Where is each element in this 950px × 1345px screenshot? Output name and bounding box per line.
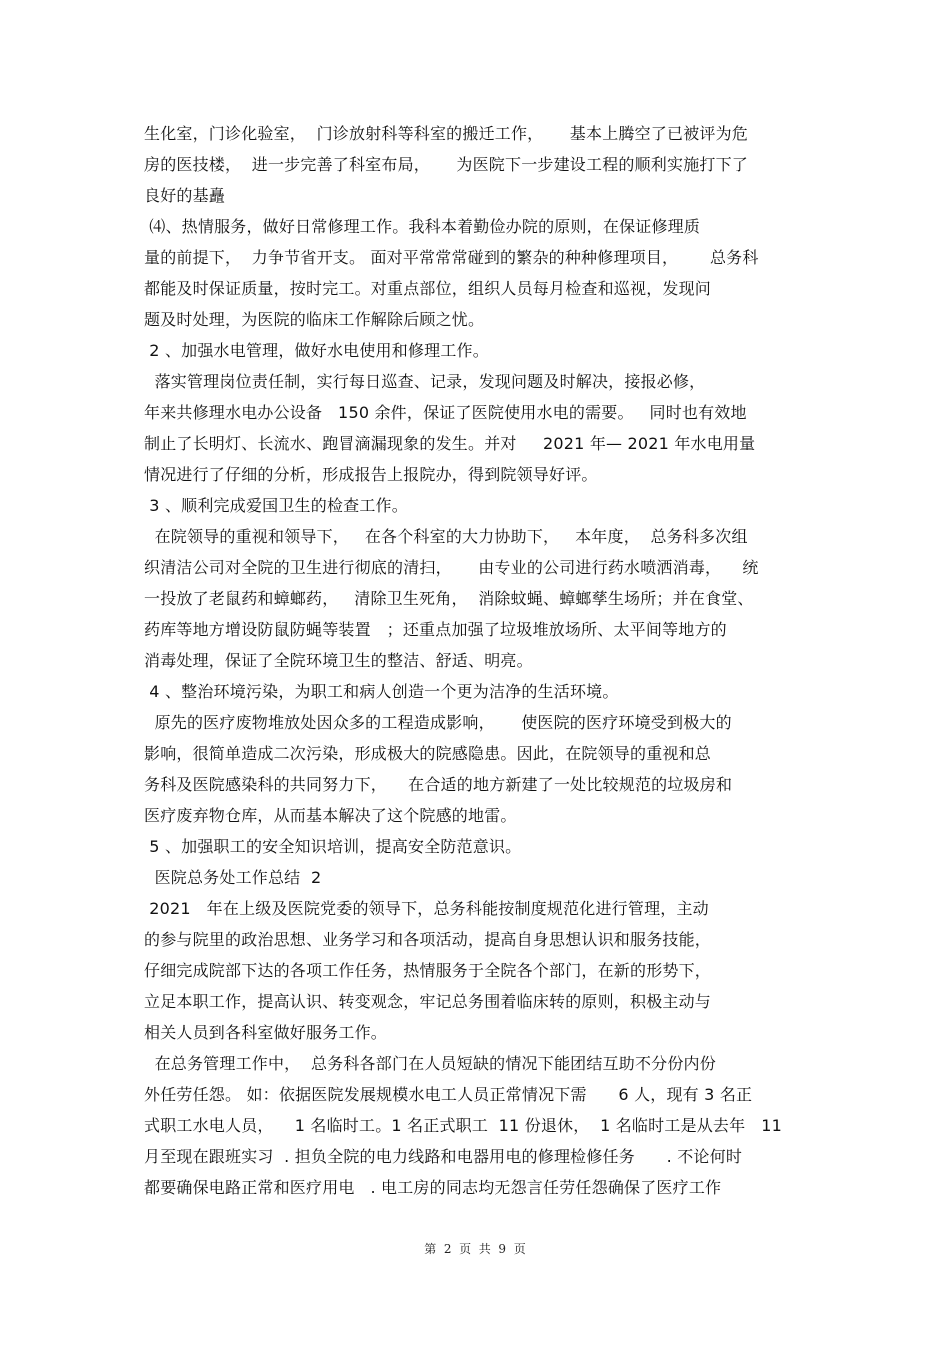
- section-heading: 4 、整治环境污染，为职工和病人创造一个更为洁净的生活环境。: [144, 682, 619, 701]
- text-line: 2021 年在上级及医院党委的领导下，总务科能按制度规范化进行管理，主动: [144, 899, 709, 918]
- text-line: 生化室，门诊化验室， 门诊放射科等科室的搬迁工作， 基本上腾空了已被评为危: [144, 124, 749, 143]
- text-line: 都能及时保证质量，按时完工。对重点部位，组织人员每月检查和巡视，发现问: [144, 279, 712, 298]
- page-footer: 第 2 页 共 9 页: [424, 1242, 526, 1256]
- text-line: 消毒处理，保证了全院环境卫生的整洁、舒适、明亮。: [144, 651, 533, 670]
- text-line: 都要确保电路正常和医疗用电 . 电工房的同志均无怨言任劳任怨确保了医疗工作: [144, 1178, 722, 1197]
- text-line: ⑷、热情服务，做好日常修理工作。我科本着勤俭办院的原则，在保证修理质: [144, 217, 701, 236]
- text-line: 仔细完成院部下达的各项工作任务，热情服务于全院各个部门，在新的形势下，: [144, 961, 712, 980]
- section-heading: 3 、顺利完成爱国卫生的检查工作。: [144, 496, 408, 515]
- text-line: 式职工水电人员， 1 名临时工。1 名正式职工 11 份退休， 1 名临时工是从去年 11: [144, 1116, 782, 1135]
- text-line: 药库等地方增设防鼠防蝇等装置 ；还重点加强了垃圾堆放场所、太平间等地方的: [144, 620, 727, 639]
- text-line: 相关人员到各科室做好服务工作。: [144, 1023, 388, 1042]
- text-line: 落实管理岗位责任制，实行每日巡查、记录，发现问题及时解决，接报必修，: [144, 372, 706, 391]
- document-subtitle: 医院总务处工作总结 2: [144, 868, 322, 887]
- text-line: 立足本职工作，提高认识、转变观念，牢记总务围着临床转的原则，积极主动与: [144, 992, 712, 1011]
- text-line: 情况进行了仔细的分析，形成报告上报院办，得到院领导好评。: [144, 465, 598, 484]
- text-line: 医疗废弃物仓库，从而基本解决了这个院感的地雷。: [144, 806, 517, 825]
- text-line: 外任劳任怨。 如：依据医院发展规模水电工人员正常情况下需 6 人，现有 3 名正: [144, 1085, 753, 1104]
- text-line: 年来共修理水电办公设备 150 余件，保证了医院使用水电的需要。 同时也有效地: [144, 403, 747, 422]
- section-heading: 2 、加强水电管理，做好水电使用和修理工作。: [144, 341, 489, 360]
- text-line: 制止了长明灯、长流水、跑冒滴漏现象的发生。并对 2021 年— 2021 年水电用量: [144, 434, 756, 453]
- text-line: 的参与院里的政治思想、业务学习和各项活动，提高自身思想认识和服务技能，: [144, 930, 712, 949]
- text-line: 影响，很简单造成二次污染，形成极大的院感隐患。因此，在院领导的重视和总: [144, 744, 712, 763]
- text-line: 在院领导的重视和领导下， 在各个科室的大力协助下， 本年度， 总务科多次组: [144, 527, 748, 546]
- text-line: 在总务管理工作中， 总务科各部门在人员短缺的情况下能团结互助不分份内份: [144, 1054, 716, 1073]
- section-heading: 5 、加强职工的安全知识培训，提高安全防范意识。: [144, 837, 522, 856]
- text-line: 月至现在跟班实习 . 担负全院的电力线路和电器用电的修理检修任务 . 不论何时: [144, 1147, 743, 1166]
- text-line: 良好的基矗: [144, 186, 226, 205]
- text-line: 一投放了老鼠药和蟑螂药， 清除卫生死角， 消除蚊蝇、蟑螂孳生场所；并在食堂、: [144, 589, 754, 608]
- text-line: 房的医技楼， 进一步完善了科室布局， 为医院下一步建设工程的顺利实施打下了: [144, 155, 749, 174]
- text-line: 务科及医院感染科的共同努力下， 在合适的地方新建了一处比较规范的垃圾房和: [144, 775, 733, 794]
- text-line: 原先的医疗废物堆放处因众多的工程造成影响， 使医院的医疗环境受到极大的: [144, 713, 732, 732]
- body-text: [144, 118, 824, 1203]
- text-line: 量的前提下， 力争节省开支。 面对平常常常碰到的繁杂的种种修理项目， 总务科: [144, 248, 759, 267]
- text-line: 题及时处理，为医院的临床工作解除后顾之忧。: [144, 310, 485, 329]
- text-line: 织清洁公司对全院的卫生进行彻底的清扫， 由专业的公司进行药水喷洒消毒， 统: [144, 558, 759, 577]
